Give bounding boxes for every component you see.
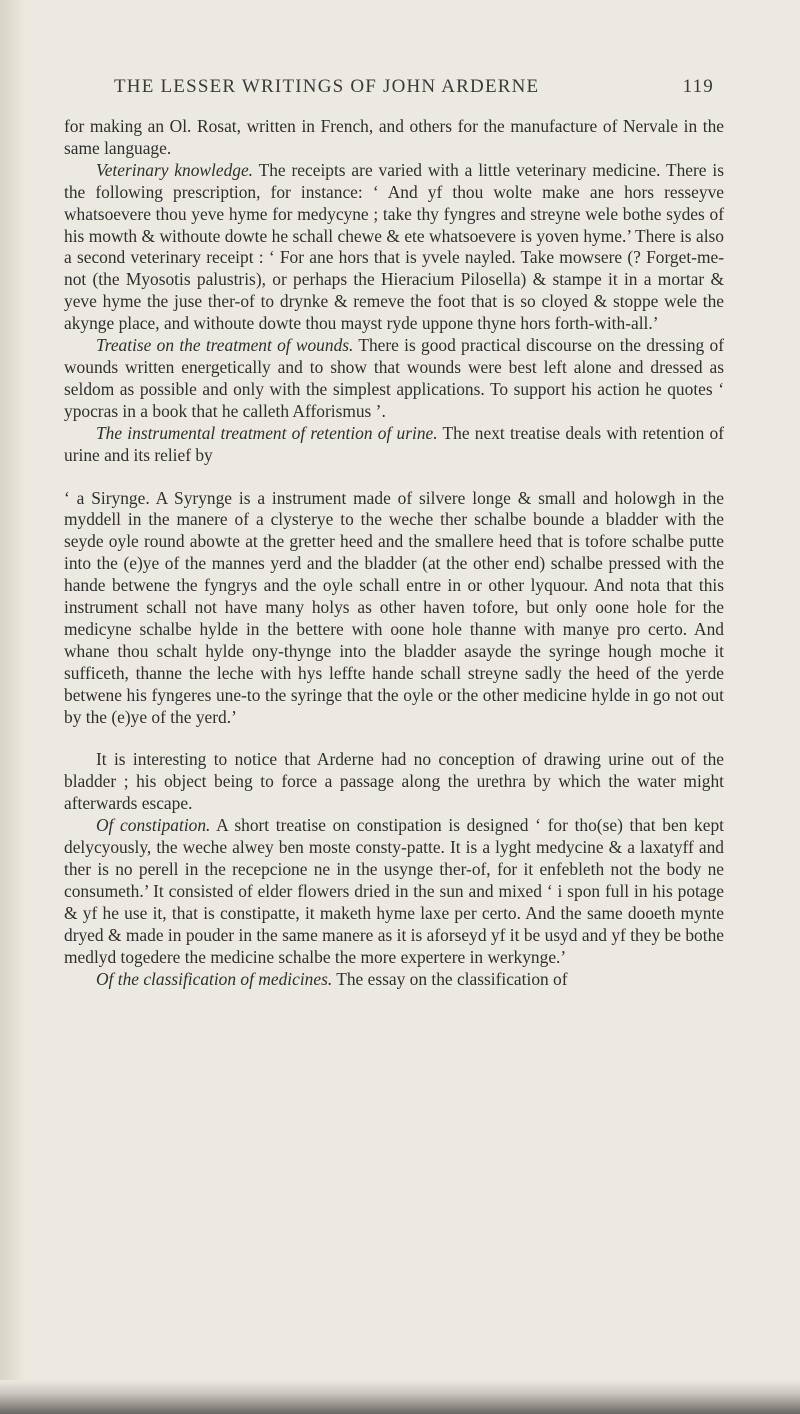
paragraph [64, 749, 724, 815]
paragraph-text: for making an Ol. Rosat, written in French, and others for the manufacture of Nervale in the same language. [64, 116, 724, 158]
section-heading: Of constipation. [96, 815, 211, 836]
section-heading: Of the classification of medicines. [96, 968, 333, 989]
paragraph-text: The receipts are varied with a little veterinary medicine. There is the following prescription, for instance: ‘ And yf thou wolte make ane hors resseyve whatsoevere thou yeve hyme for medycyne ; take thy fyngres and streyne wele bothe sydes of his mowth & withoute dowte he schall chewe & ete whatsoevere is yoven hyme.’ There is also a second veterinary receipt : ‘ For ane hors that is yvele nayled. Take mowsere (? Forget-me-not (the Myosotis palustris), or perhaps the Hieracium Pilosella) & stampe it in a mortar & yeve hyme the juse ther-of to drynke & remeve the foot that is so cloyed & stoppe wele the akynge place, and withoute dowte thou mayst ryde uppone thyne hors forth-with-all.’ [64, 159, 724, 334]
paragraph [64, 116, 724, 160]
paragraph-text: ‘ a Sirynge. A Syrynge is a instrument made of silvere longe & small and holowgh in the myddell in the manere of a clysterye to the weche ther schalbe bounde a bladder with the seyde oyle round abowte at the gretter heed and the smallere heed that is tofore schalbe putte into the (e)ye of the mannes yerd and the bladder (at the other end) schalbe pressed with the hande betwene the fyngrys and the oyle schall entre in or other lyquour. And nota that this instrument schall not have many holys as other haven tofore, but only oone hole for the medicyne schalbe hylde in the bettere with oone hole thanne with manye pro certo. And whane thou schalt hylde ony-thynge into the bladder asayde the syringe hough moche it sufficeth, thanne the leche with hys leffte hande schall streyne sadly the heed of the yerde betwene his fyngeres une-to the syringe that the oyle or the other medicine hylde in go not out by the (e)ye of the yerd.’ [64, 487, 724, 727]
paragraph [64, 969, 724, 991]
paragraph-text: The next treatise deals with retention of urine and its relief by [64, 422, 724, 465]
section-heading: Treatise on the treatment of wounds. [96, 335, 354, 356]
paragraph-text: A short treatise on constipation is designed ‘ for tho(se) that ben kept delycyously, the weche alwey ben moste consty-patte. It is a lyght medycine & a laxatyff and ther is no perell in the recepcione ne in the usynge ther-of, for it enfebleth not the body ne consumeth.’ It consisted of elder flowers dried in the sun and mixed ‘ i spon full in his potage & yf he use it, that is constipatte, it maketh hyme laxe per certo. And the same dooeth mynte dryed & made in pouder in the same manere as it is aforseyd yf it be usyd and yf they be bothe medlyd togedere the medicine schalbe the more expertere in werkynge.’ [64, 815, 724, 967]
page-edge-shadow [0, 0, 26, 1414]
section-heading: Veterinary knowledge. [96, 159, 254, 180]
page-bottom-shadow [0, 1380, 800, 1414]
paragraph [64, 335, 724, 423]
paragraph-text: The essay on the classification of [332, 968, 568, 989]
paragraph [64, 815, 724, 968]
page-number: 119 [682, 76, 714, 97]
quotation-block [64, 488, 724, 729]
body-text [64, 116, 724, 990]
running-title: THE LESSER WRITINGS OF JOHN ARDERNE [114, 76, 540, 97]
paragraph-text: There is good practical discourse on the dressing of wounds written energetically and to show that wounds were best left alone and dressed as seldom as possible and only with the simplest applications. To support his action he quotes ‘ ypocras in a book that he calleth Afforismus ’. [64, 335, 724, 421]
section-heading: The instrumental treatment of retention of urine. [96, 422, 438, 443]
paragraph [64, 423, 724, 467]
paragraph-text: It is interesting to notice that Arderne had no conception of drawing urine out of the bladder ; his object being to force a passage along the urethra by which the water might afterwards escape. [64, 749, 724, 814]
paragraph [64, 160, 724, 335]
